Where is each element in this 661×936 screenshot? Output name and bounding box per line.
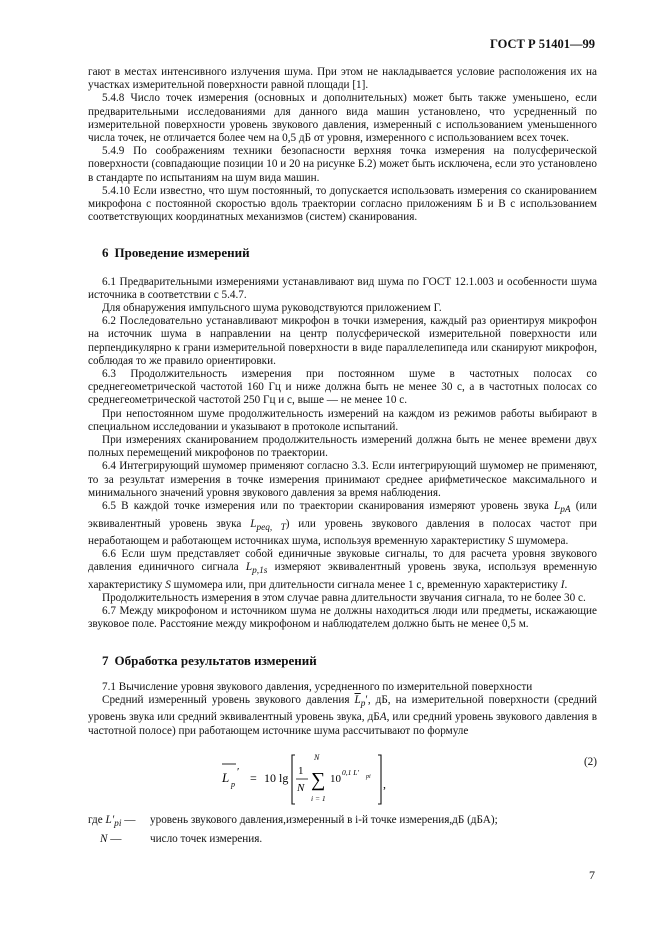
svg-text:0,1 L′: 0,1 L′ (342, 767, 360, 777)
definition-symbol: N — (100, 833, 122, 846)
svg-text:,: , (383, 776, 386, 791)
paragraph-6-5: 6.5 В каждой точке измерения или по траектории сканирования измеряют уровень звука $L_{pA}$ (или эквивалентный уровень звука $L_{peq, T}$) или уровень звукового давления в полосах частот при неработающем и работающем источниках шума, используя временную характеристику S шумомера. (88, 500, 597, 547)
paragraph: При непостоянном шуме продолжительность измерений на каждом из режимов работы выбирают в специальном исследовании и указывают в протоколе испытаний. (88, 407, 597, 433)
paragraph-7-2: Средний измеренный уровень звукового давления $\overline{L}_p'$, дБ, на измерительной поверхности (средний уровень звука или средний эквивалентный уровень звука, дБА, или средний уровень звукового давления в частотной полосе) при работающем источнике шума рассчитывают по формуле (88, 694, 597, 737)
section-title: Проведение измерений (114, 245, 250, 261)
left-bracket (292, 755, 295, 804)
page-number: 7 (589, 868, 595, 882)
symbol: L (553, 500, 561, 513)
right-bracket (378, 755, 381, 804)
sum-sign: ∑ (311, 768, 326, 791)
svg-text:10: 10 (330, 772, 341, 785)
paragraph: При измерениях сканированием продолжительность измерений должна быть не менее времени двух полных перемещений микрофонов по траектории. (88, 434, 597, 460)
svg-text:′: ′ (237, 765, 240, 778)
section-6-heading (88, 246, 597, 259)
paragraph: 5.4.9 По соображениям техники безопасности верхняя точка измерения на полусферической поверхности (совпадающие позиции 10 и 20 на рисунке Б.2) может быть исключена, если это установлено в стандарте по испытаниям на шум вида машин. (88, 145, 597, 184)
formula-2 (88, 750, 597, 810)
svg-text:pi: pi (366, 773, 371, 780)
standard-header: ГОСТ Р 51401—99 (489, 37, 595, 51)
formula-graphic (218, 750, 418, 810)
section-title: Обработка результатов измерений (114, 652, 317, 668)
definition-symbol: где $L'_{pi}$ — (88, 813, 136, 830)
paragraph: 5.4.8 Число точек измерения (основных и дополнительных) может быть также уменьшено, если предварительными исследованиями для данного вида машин установлено, что усредненный по измерительной поверхности уровень звукового давления, измеренный с использованием уменьшенного числа точек, не отличается более чем на 0,5 дБ от уровня, измеренного с использованием всех точек. (88, 92, 597, 145)
paragraph-6-6: 6.6 Если шум представляет собой единичные звуковые сигналы, то для расчета уровня звукового давления единичного сигнала $L_{p,1s}$ измеряют эквивалентный уровень звука, используя временную характеристику S шумомера или, при длительности сигнала менее 1 с, временную характеристику I. (88, 548, 597, 591)
svg-text:1: 1 (298, 764, 304, 777)
svg-text:p: p (231, 779, 235, 789)
paragraph: 5.4.10 Если известно, что шум постоянный, то допускается использовать измерения со сканированием микрофона с постоянной скоростью вдоль траектории согласно приложениям Б и В с использованием соответствующих координатных механизмов (систем) сканирования. (88, 184, 597, 224)
svg-text:=: = (250, 770, 257, 785)
definition-row (88, 833, 597, 846)
paragraph: 6.2 Последовательно устанавливают микрофон в точки измерения, каждый раз ориентируя микрофон на источник шума в направлении на центр полусферической измерительной поверхности или перпендикулярно к грани измерительной поверхности в виде параллелепипеда или сканируют микрофон, соблюдая то же правило ориентировки. (88, 315, 597, 367)
svg-text:10 lg: 10 lg (264, 770, 289, 785)
formula-lhs: L (222, 769, 230, 785)
page-content (88, 66, 597, 847)
definition-row (88, 814, 597, 831)
svg-text:N: N (314, 752, 320, 762)
paragraph: Для обнаружения импульсного шума руководствуются приложением Г. (102, 302, 442, 315)
section-number: 6 (102, 245, 109, 261)
definitions (88, 814, 597, 847)
paragraph: 6.7 Между микрофоном и источником шума не должны находиться люди или предметы, искажающие звуковое поле. Расстояние между микрофоном и наблюдателем должно быть не менее 0,5 м. (88, 605, 597, 631)
definition-text: число точек измерения. (150, 833, 263, 846)
definition-text: уровень звукового давления,измеренный в i-й точке измерения,дБ (дБА); (150, 813, 498, 826)
formula-number: (2) (583, 755, 597, 768)
section-number: 7 (102, 652, 109, 668)
paragraph: Продолжительность измерения в этом случае равна длительности звучания сигнала, то не более 30 с. (102, 592, 586, 605)
paragraph: 7.1 Вычисление уровня звукового давления, усредненного по измерительной поверхности (102, 680, 533, 693)
svg-text:i = 1: i = 1 (311, 793, 326, 803)
svg-text:N: N (297, 781, 305, 794)
paragraph: 6.4 Интегрирующий шумомер применяют согласно 3.3. Если интегрирующий шумомер не применяют, то за результат измерения в точке измерения принимают среднее арифметическое максимального и минимального значений уровня звукового давления за время наблюдения. (88, 460, 597, 499)
paragraph: гают в местах интенсивного излучения шума. При этом не накладывается условие расположения их на участках измерительной поверхности равной площади [1]. (88, 66, 597, 92)
paragraph: 6.3 Продолжительность измерения при постоянном шуме в частотных полосах со среднегеометрической частотой 160 Гц и ниже должна быть не менее 30 с, а в частотных полосах со среднегеометрической частотой 250 Гц и с, выше — не менее 10 с. (88, 368, 597, 407)
paragraph: 6.1 Предварительными измерениями устанавливают вид шума по ГОСТ 12.1.003 и особенности шума источника в соответствии с 5.4.7. (88, 275, 597, 301)
section-7-heading (88, 654, 597, 667)
